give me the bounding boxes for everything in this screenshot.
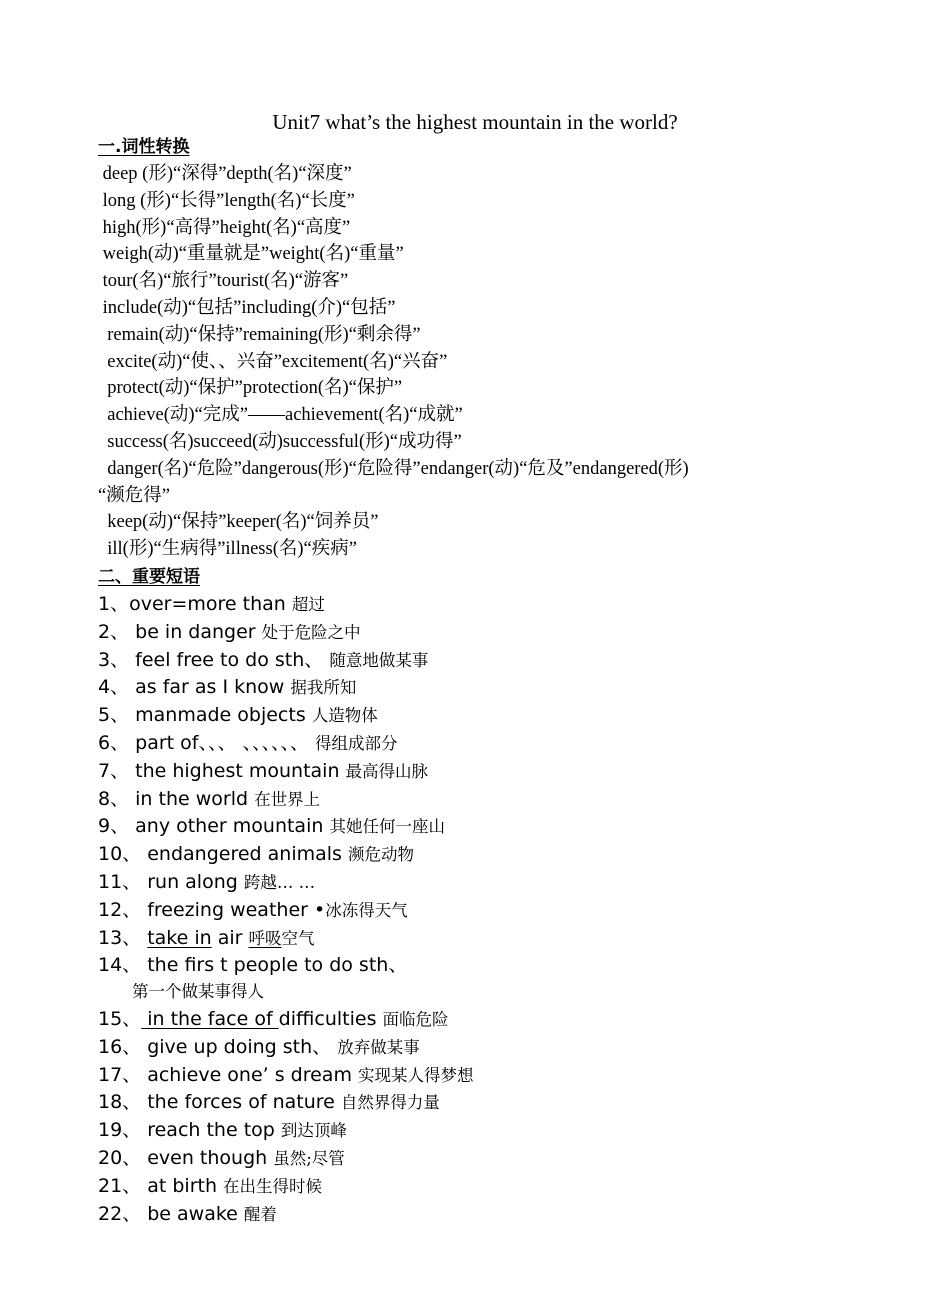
phrase-english: freezing weather • bbox=[147, 898, 326, 921]
word-form-line: achieve(动)“完成”——achievement(名)“成就” bbox=[98, 405, 463, 426]
phrase-english: the forces of nature bbox=[147, 1091, 341, 1114]
phrase-chinese: 得组成部分 bbox=[315, 733, 398, 753]
phrase-chinese: 虽然;尽管 bbox=[273, 1148, 345, 1168]
phrase-chinese-underlined: 呼吸 bbox=[248, 928, 282, 948]
word-form-line: weigh(动)“重量就是”weight(名)“重量” bbox=[98, 244, 404, 265]
phrase-english: air bbox=[211, 926, 249, 949]
phrase-chinese: 实现某人得梦想 bbox=[358, 1065, 474, 1085]
phrase-chinese: 自然界得力量 bbox=[340, 1093, 440, 1113]
item-number: 1、 bbox=[98, 593, 130, 615]
phrase-english: be awake bbox=[147, 1202, 244, 1225]
phrase-english: even though bbox=[147, 1146, 274, 1169]
item-number: 12、 bbox=[98, 898, 148, 921]
list-item-translation: 第一个做某事得人 bbox=[132, 982, 264, 1002]
page-title bbox=[0, 108, 950, 136]
phrase-chinese: 面临危险 bbox=[382, 1009, 449, 1029]
phrase-chinese: 濒危动物 bbox=[347, 845, 414, 865]
word-form-line: tour(名)“旅行”tourist(名)“游客” bbox=[98, 271, 349, 292]
phrase-chinese: 空气 bbox=[281, 928, 315, 948]
word-form-line: protect(动)“保护”protection(名)“保护” bbox=[98, 378, 403, 399]
phrase-chinese: 据我所知 bbox=[290, 678, 357, 698]
phrase-english: run along bbox=[147, 870, 244, 893]
item-number: 21、 bbox=[98, 1174, 148, 1197]
phrase-english: achieve one’ s dream bbox=[147, 1063, 358, 1086]
list-item bbox=[98, 952, 878, 979]
list-item bbox=[98, 1173, 878, 1201]
item-number: 8、 bbox=[98, 787, 136, 810]
item-number: 6、 bbox=[98, 731, 136, 754]
item-number: 9、 bbox=[98, 815, 136, 838]
item-number: 15、 bbox=[98, 1007, 142, 1030]
word-form-line: high(形)“高得”height(名)“高度” bbox=[98, 217, 351, 238]
phrase-english: as far as I know bbox=[135, 676, 291, 699]
word-form-line: ill(形)“生病得”illness(名)“疾病” bbox=[98, 539, 357, 560]
list-item bbox=[98, 925, 878, 953]
phrase-english: any other mountain bbox=[135, 815, 330, 838]
phrase-chinese: 到达顶峰 bbox=[280, 1121, 347, 1141]
list-item bbox=[98, 786, 878, 814]
item-number: 3、 bbox=[98, 648, 136, 671]
list-item bbox=[98, 869, 878, 897]
phrase-chinese: 人造物体 bbox=[311, 706, 378, 726]
phrase-chinese: 随意地做某事 bbox=[329, 650, 429, 670]
phrase-chinese: 跨越… … bbox=[243, 872, 316, 892]
list-item bbox=[98, 1089, 878, 1117]
item-number: 5、 bbox=[98, 704, 136, 727]
phrase-english: at birth bbox=[147, 1174, 224, 1197]
phrase-chinese: 放弃做某事 bbox=[337, 1037, 420, 1057]
item-number: 19、 bbox=[98, 1119, 148, 1142]
phrase-english-underlined: in the face of bbox=[141, 1007, 279, 1030]
phrase-chinese: 超过 bbox=[291, 595, 325, 614]
phrase-english: the firs t people to do sth、 bbox=[147, 954, 408, 977]
item-number: 14、 bbox=[98, 954, 148, 977]
list-item bbox=[98, 647, 878, 675]
phrase-english: part of、、、 、、、、、、 bbox=[135, 731, 316, 754]
word-form-line: keep(动)“保持”keeper(名)“饲养员” bbox=[98, 512, 379, 533]
list-item bbox=[98, 758, 878, 786]
phrase-chinese: 最高得山脉 bbox=[345, 761, 429, 781]
phrase-english: give up doing sth、 bbox=[147, 1035, 338, 1058]
word-form-line: success(名)succeed(动)successful(形)“成功得” bbox=[98, 431, 462, 452]
phrase-chinese: 处于危险之中 bbox=[261, 622, 361, 642]
phrase-chinese: 其她任何一座山 bbox=[329, 817, 445, 837]
list-item bbox=[98, 841, 878, 869]
item-number: 17、 bbox=[98, 1063, 148, 1086]
word-form-line: include(动)“包括”including(介)“包括” bbox=[98, 297, 396, 318]
word-form-line-continued: “濒危得” bbox=[98, 485, 170, 506]
phrase-english: be in danger bbox=[135, 620, 262, 643]
section-heading-word-forms: 一.词性转换 bbox=[98, 137, 190, 157]
phrase-chinese: 冰冻得天气 bbox=[325, 900, 408, 920]
phrase-english: endangered animals bbox=[147, 843, 348, 866]
item-number: 13、 bbox=[98, 926, 148, 949]
list-item bbox=[98, 1034, 878, 1062]
phrase-english: manmade objects bbox=[135, 704, 312, 727]
phrase-english: over=more than bbox=[129, 593, 292, 615]
phrase-english: the highest mountain bbox=[135, 759, 346, 782]
phrase-english: in the world bbox=[135, 787, 255, 810]
word-forms-list bbox=[98, 161, 878, 563]
item-number: 18、 bbox=[98, 1091, 148, 1114]
list-item bbox=[98, 674, 878, 702]
phrase-chinese: 在出生得时候 bbox=[223, 1176, 323, 1196]
phrase-list bbox=[98, 591, 878, 1228]
list-item bbox=[98, 1145, 878, 1173]
word-form-line: remain(动)“保持”remaining(形)“剩余得” bbox=[98, 324, 421, 345]
list-item bbox=[98, 619, 878, 647]
item-number: 16、 bbox=[98, 1035, 148, 1058]
item-number: 7、 bbox=[98, 759, 136, 782]
phrase-english-underlined: take in bbox=[147, 926, 212, 949]
item-number: 10、 bbox=[98, 843, 148, 866]
list-item bbox=[98, 1117, 878, 1145]
phrase-chinese: 醒着 bbox=[243, 1204, 277, 1224]
phrase-english: difficulties bbox=[278, 1007, 383, 1030]
list-item bbox=[98, 1201, 878, 1229]
item-number: 11、 bbox=[98, 870, 148, 893]
phrase-english: reach the top bbox=[147, 1119, 281, 1142]
list-item bbox=[98, 1006, 878, 1034]
list-item bbox=[98, 897, 878, 925]
page-title-text: Unit7 what’s the highest mountain in the world? bbox=[272, 110, 678, 134]
list-item bbox=[98, 591, 878, 619]
phrase-chinese: 在世界上 bbox=[254, 789, 321, 809]
item-number: 4、 bbox=[98, 676, 136, 699]
item-number: 20、 bbox=[98, 1146, 148, 1169]
word-form-line: long (形)“长得”length(名)“长度” bbox=[98, 190, 355, 211]
word-form-line: deep (形)“深得”depth(名)“深度” bbox=[98, 164, 352, 184]
word-form-line: excite(动)“使、、兴奋”excitement(名)“兴奋” bbox=[98, 351, 448, 372]
word-form-line: danger(名)“危险”dangerous(形)“危险得”endanger(动)“危及”endangered(形) bbox=[98, 458, 689, 479]
list-item bbox=[98, 702, 878, 730]
phrase-english: feel free to do sth、 bbox=[135, 648, 330, 671]
item-number: 2、 bbox=[98, 620, 136, 643]
item-number: 22、 bbox=[98, 1202, 148, 1225]
list-item bbox=[98, 813, 878, 841]
list-item bbox=[98, 1062, 878, 1090]
section-heading-key-phrases: 二、重要短语 bbox=[98, 567, 200, 587]
list-item bbox=[98, 730, 878, 758]
